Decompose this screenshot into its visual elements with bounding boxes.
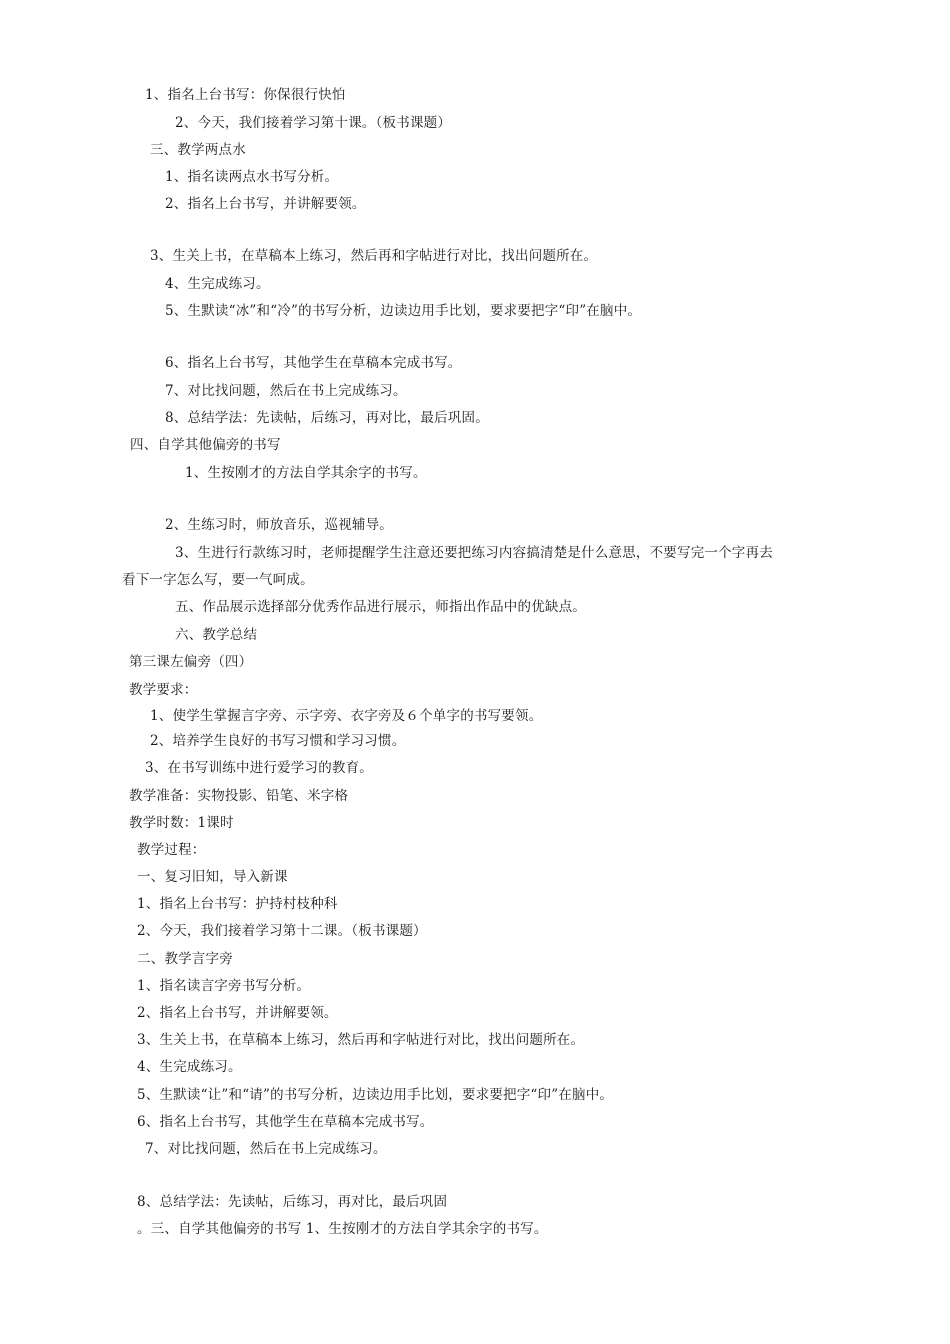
text-line: 7、对比找问题，然后在书上完成练习。 xyxy=(165,383,407,399)
text-line: 2、指名上台书写，并讲解要领。 xyxy=(165,196,366,212)
text-line: 3、生关上书，在草稿本上练习，然后再和字帖进行对比，找出问题所在。 xyxy=(137,1032,585,1048)
text-line: 五、作品展示选择部分优秀作品进行展示，师指出作品中的优缺点。 xyxy=(175,599,586,615)
text-line: 6、指名上台书写，其他学生在草稿本完成书写。 xyxy=(137,1114,434,1130)
lesson-title: 第三课左偏旁（四） xyxy=(129,654,253,670)
text-line: 5、生默读“冰”和“冷”的书写分析，边读边用手比划，要求要把字“印”在脑中。 xyxy=(165,303,642,319)
text-line: 8、总结学法：先读帖，后练习，再对比，最后巩固 xyxy=(137,1194,448,1210)
text-line: 3、生进行行款练习时，老师提醒学生注意还要把练习内容搞清楚是什么意思，不要写完一个字再去 xyxy=(175,545,773,561)
text-line: 1、使学生掌握言字旁、示字旁、衣字旁及６个单字的书写要领。 xyxy=(150,708,543,724)
section-heading: 一、复习旧知，导入新课 xyxy=(137,869,288,885)
section-heading: 四、自学其他偏旁的书写 xyxy=(130,437,281,453)
section-heading: 六、教学总结 xyxy=(175,627,258,643)
text-line: 教学准备：实物投影、铅笔、米字格 xyxy=(129,788,349,804)
text-line: 5、生默读“让”和“请”的书写分析，边读边用手比划，要求要把字“印”在脑中。 xyxy=(137,1087,614,1103)
text-line: 。三、自学其他偏旁的书写 1、生按刚才的方法自学其余字的书写。 xyxy=(137,1221,548,1237)
text-line: 7、对比找问题，然后在书上完成练习。 xyxy=(145,1141,387,1157)
text-line: 1、指名读言字旁书写分析。 xyxy=(137,978,311,994)
text-line: 2、今天，我们接着学习第十二课。（板书课题） xyxy=(137,923,427,939)
text-line: 2、生练习时，师放音乐，巡视辅导。 xyxy=(165,517,393,533)
text-line: 教学时数：1课时 xyxy=(129,815,234,831)
text-line: 1、指名上台书写：护持村枝种科 xyxy=(137,896,338,912)
text-line: 教学要求： xyxy=(129,682,198,698)
text-line: 4、生完成练习。 xyxy=(137,1059,242,1075)
text-line: 2、指名上台书写，并讲解要领。 xyxy=(137,1005,338,1021)
text-line: 3、生关上书，在草稿本上练习，然后再和字帖进行对比，找出问题所在。 xyxy=(150,248,598,264)
text-line: 1、指名上台书写：你保很行快怕 xyxy=(145,87,346,103)
text-line: 3、在书写训练中进行爱学习的教育。 xyxy=(145,760,373,776)
text-line: 1、指名读两点水书写分析。 xyxy=(165,169,339,185)
text-line: 2、培养学生良好的书写习惯和学习习惯。 xyxy=(150,733,406,749)
text-line: 1、生按刚才的方法自学其余字的书写。 xyxy=(185,465,427,481)
text-line: 4、生完成练习。 xyxy=(165,276,270,292)
text-line: 看下一字怎么写，要一气呵成。 xyxy=(122,572,314,588)
text-line: 6、指名上台书写，其他学生在草稿本完成书写。 xyxy=(165,355,462,371)
text-line: 教学过程： xyxy=(137,842,206,858)
section-heading: 二、教学言字旁 xyxy=(137,951,233,967)
text-line: 8、总结学法：先读帖，后练习，再对比，最后巩固。 xyxy=(165,410,489,426)
section-heading: 三、教学两点水 xyxy=(150,142,246,158)
text-line: 2、今天，我们接着学习第十课。（板书课题） xyxy=(175,115,452,131)
